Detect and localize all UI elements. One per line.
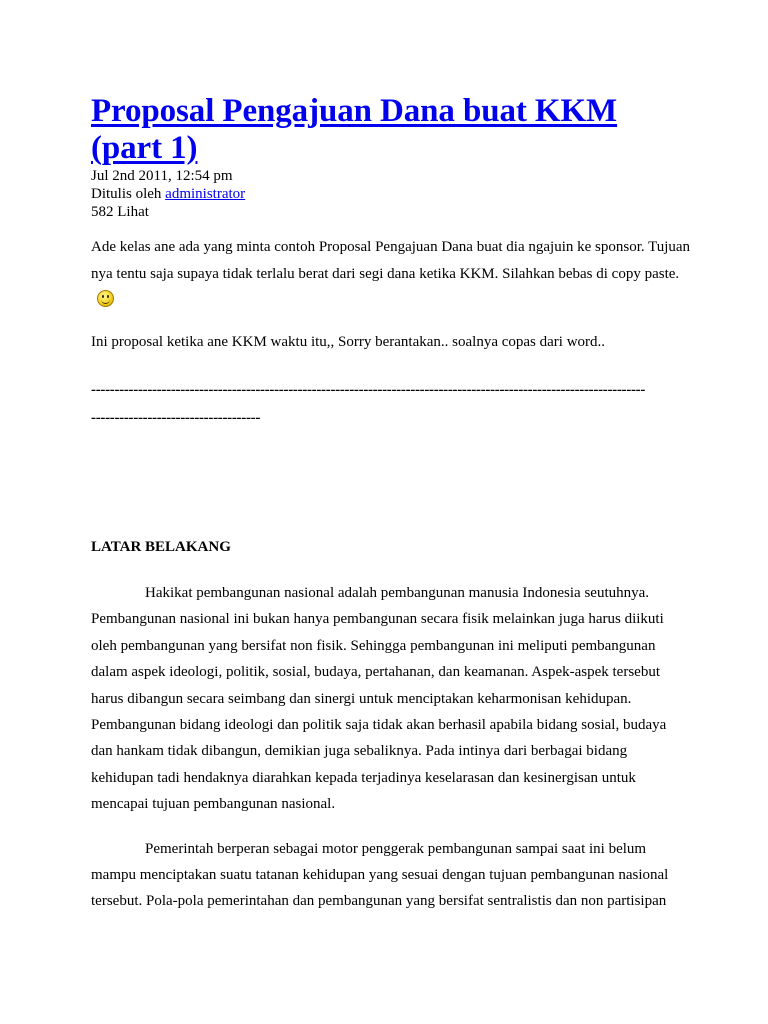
intro-paragraph xyxy=(91,234,691,315)
paragraph-1-text: Hakikat pembangunan nasional adalah pembangunan manusia Indonesia seutuhnya. Pembangunan nasional ini bukan hanya pembangunan secara fisik melainkan juga harus diikuti oleh pembangunan yang bersifat non fisik. Sehingga pembangunan ini meliputi pembangunan dalam aspek ideologi, politik, sosial, budaya, pertahanan, dan keamanan. Aspek-aspek tersebut harus dibangun secara seimbang dan sinergi untuk menciptakan keharmonisan kehidupan. Pembangunan bidang ideologi dan politik saja tidak akan berhasil apabila bidang sosial, budaya dan hankam tidak dibangun, demikian juga sebaliknya. Pada intinya dari berbagai bidang kehidupan tadi hendaknya diarahkan kepada terjadinya keselarasan dan kesinergisan untuk mencapai tujuan pembangunan nasional. xyxy=(91,585,667,813)
body-paragraph-2 xyxy=(91,836,691,915)
post-author-line xyxy=(91,185,691,203)
smiley-face-icon xyxy=(97,290,114,307)
post-content xyxy=(91,0,691,915)
post-meta xyxy=(91,167,691,221)
intro-text: Ade kelas ane ada yang minta contoh Proposal Pengajuan Dana buat dia ngajuin ke sponsor. Tujuan nya tentu saja supaya tidak terlalu berat dari segi dana ketika KKM. Silahkan bebas di copy paste. xyxy=(91,239,691,282)
body-paragraph-1 xyxy=(91,580,691,818)
view-count: 582 Lihat xyxy=(91,204,149,220)
separator-line xyxy=(91,376,681,432)
section-heading: LATAR BELAKANG xyxy=(91,539,231,555)
post-title xyxy=(91,93,691,167)
separator-line-2: ------------------------------------ xyxy=(91,410,261,426)
post-title-link[interactable]: Proposal Pengajuan Dana buat KKM (part 1) xyxy=(91,93,618,166)
intro-note: Ini proposal ketika ane KKM waktu itu,, Sorry berantakan.. soalnya copas dari word.. xyxy=(91,334,606,350)
author-prefix: Ditulis oleh xyxy=(91,186,162,202)
paragraph-2-text: Pemerintah berperan sebagai motor penggerak pembangunan sampai saat ini belum mampu menciptakan suatu tatanan kehidupan yang sesuai dengan tujuan pembangunan nasional tersebut. Pola-pola pemerintahan dan pembangunan yang bersifat sentralistis dan non partisipan xyxy=(91,840,669,910)
post-date: Jul 2nd 2011, 12:54 pm xyxy=(91,168,233,184)
author-link[interactable]: administrator xyxy=(165,186,246,202)
separator-line-1: ---------------------------------------------------------------------------------------------------------------------- xyxy=(91,382,646,398)
